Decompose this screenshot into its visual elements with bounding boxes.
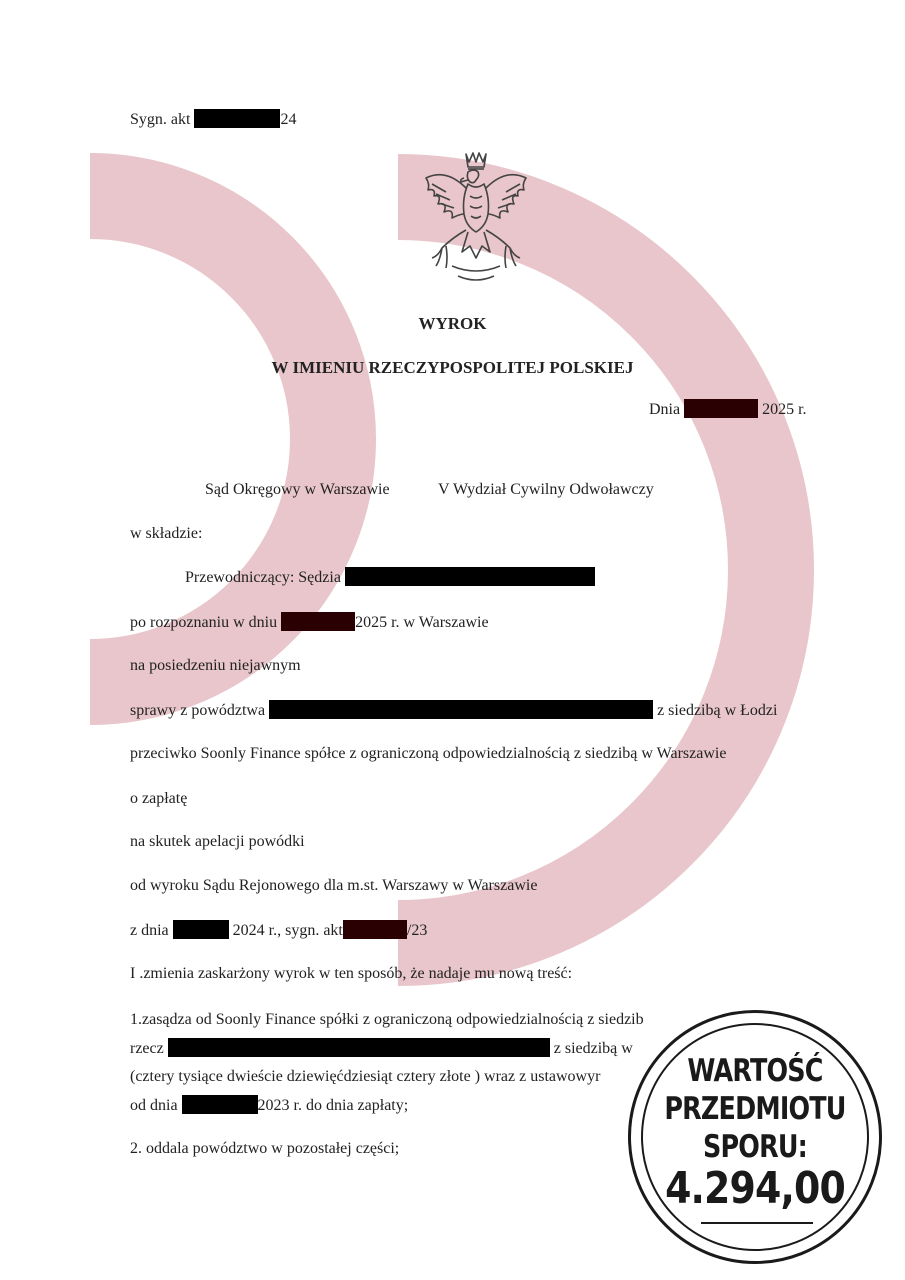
chair-label: Przewodniczący: Sędzia [185,569,341,586]
plaintiff-line [130,700,777,721]
document-title: WYROK [418,314,487,333]
eagle-emblem-icon [416,148,536,290]
appeal-date-suffix: 2024 r., sygn. akt [232,922,343,939]
case-number [130,109,296,130]
redaction [345,567,595,586]
date-year: 2025 r. [762,401,807,418]
item1-line4-prefix: od dnia [130,1097,178,1114]
badge-line-3: SPORU: [702,1129,808,1165]
ruling-item-2: 2. oddala powództwo w pozostałej części; [130,1140,400,1157]
item1-line2-suffix: z siedzibą w [553,1040,633,1057]
redaction [173,920,229,939]
appeal-line-1: na skutek apelacji powódki [130,833,305,850]
badge-underline [701,1222,813,1224]
ruling-item-1-line-4 [130,1095,408,1116]
judgment-date [649,399,807,420]
appeal-date-line [130,920,427,941]
badge-value: 4.294,00 [665,1163,845,1214]
redaction [182,1095,258,1114]
ruling-item-1-line-1: 1.zasądza od Soonly Finance spółki z ograniczoną odpowiedzialnością z siedzib [130,1011,644,1028]
case-number-prefix: Sygn. akt [130,111,191,128]
redaction [194,109,280,128]
ruling-item-1-line-2 [130,1038,633,1059]
hearing-prefix: po rozpoznaniu w dniu [130,614,278,631]
case-number-suffix: 24 [280,111,297,128]
redaction [281,612,355,631]
presiding-judge [185,567,595,588]
item1-line4-suffix: 2023 r. do dnia zapłaty; [257,1097,409,1114]
redaction [269,700,653,719]
badge-line-2: PRZEDMIOTU [664,1091,846,1127]
court-division: V Wydział Cywilny Odwoławczy [438,481,654,498]
document-subtitle: W IMIENIU RZECZYPOSPOLITEJ POLSKIEJ [271,358,634,377]
plaintiff-suffix: z siedzibą w Łodzi [657,702,778,719]
badge-line-1: WARTOŚĆ [687,1053,823,1089]
redaction [168,1038,550,1057]
date-prefix: Dnia [649,401,681,418]
dispute-value-badge [628,1010,882,1264]
plaintiff-prefix: sprawy z powództwa [130,702,266,719]
ruling-item-1-line-3: (cztery tysiące dwieście dziewięćdziesiąt cztery złote ) wraz z ustawowyr [130,1068,601,1085]
appeal-case-suffix: /23 [406,922,428,939]
session-type: na posiedzeniu niejawnym [130,657,301,674]
hearing-date [130,612,489,633]
subject-line: o zapłatę [130,790,188,807]
redaction [684,399,758,418]
redaction [343,920,407,939]
item1-line2-prefix: rzecz [130,1040,164,1057]
appeal-line-2: od wyroku Sądu Rejonowego dla m.st. Warszawy w Warszawie [130,877,538,894]
ruling-point-1: I .zmienia zaskarżony wyrok w ten sposób, że nadaje mu nową treść: [130,965,573,982]
badge-inner-ring [641,1023,869,1251]
hearing-suffix: 2025 r. w Warszawie [355,614,489,631]
appeal-date-prefix: z dnia [130,922,169,939]
composition-label: w składzie: [130,525,203,542]
court-name: Sąd Okręgowy w Warszawie [205,481,390,498]
left-arc [90,196,333,682]
defendant-line: przeciwko Soonly Finance spółce z ograniczoną odpowiedzialnością z siedzibą w Warszawie [130,745,727,762]
